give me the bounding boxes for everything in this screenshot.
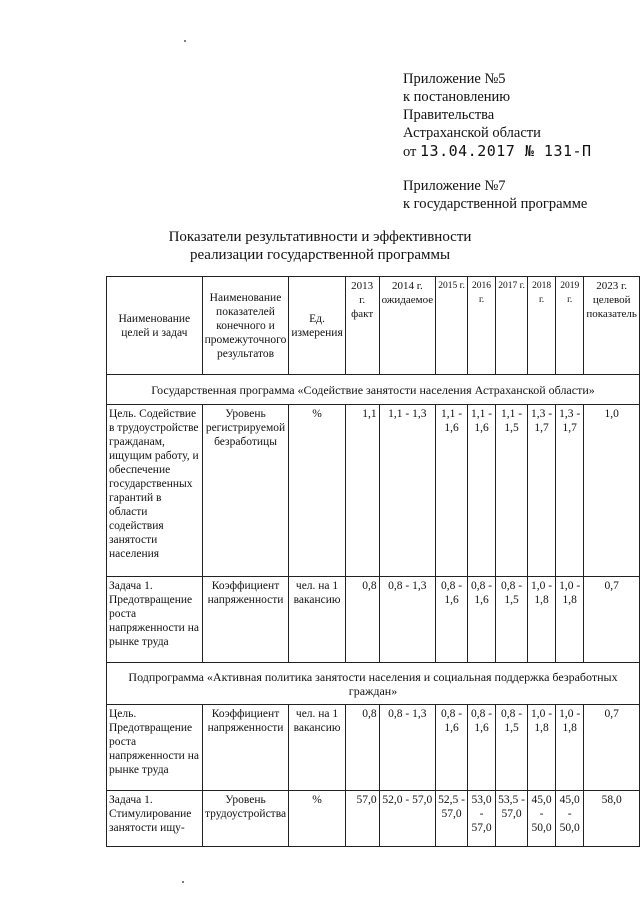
appendix-line: Приложение №7	[403, 178, 506, 194]
appendix-line: Астраханской области	[403, 125, 541, 141]
cell-2015: 0,8 - 1,6	[436, 705, 468, 791]
header-2014: 2014 г. ожидаемое	[379, 277, 436, 375]
section-subprogram: Подпрограмма «Активная политика занятости населения и социальная поддержка безработных граждан»	[107, 663, 640, 705]
appendix-line: Правительства	[403, 107, 495, 123]
header-2019: 2019 г.	[556, 277, 584, 375]
cell-2023: 1,0	[584, 405, 640, 577]
cell-2013: 0,8	[345, 705, 379, 791]
cell-2019: 45,0 - 50,0	[556, 791, 584, 847]
cell-2019: 1,0 - 1,8	[556, 577, 584, 663]
row-unit: %	[289, 791, 345, 847]
scan-speck	[182, 881, 184, 883]
row-indicator: Коэффициент напряженности	[202, 577, 289, 663]
cell-2023: 58,0	[584, 791, 640, 847]
title-line: реализации государственной программы	[189, 247, 451, 263]
header-2018: 2018 г.	[528, 277, 556, 375]
row-indicator: Коэффициент напряженности	[202, 705, 289, 791]
cell-2018: 1,0 - 1,8	[528, 577, 556, 663]
cell-2018: 1,3 - 1,7	[528, 405, 556, 577]
decree-number-stamp: 13.04.2017 № 131-П	[420, 142, 592, 160]
cell-2015: 52,5 - 57,0	[436, 791, 468, 847]
table-row	[107, 705, 640, 791]
document-title	[0, 228, 640, 264]
row-indicator: Уровень трудоустройства	[202, 791, 289, 847]
row-goal-name: Цель. Предотвращение роста напряженности на рынке труда	[107, 705, 203, 791]
section-state-program: Государственная программа «Содействие занятости населения Астраханской области»	[107, 375, 640, 405]
header-goals: Наименование целей и задач	[107, 277, 203, 375]
cell-2018: 1,0 - 1,8	[528, 705, 556, 791]
cell-2017: 0,8 - 1,5	[496, 577, 528, 663]
cell-2023: 0,7	[584, 577, 640, 663]
row-unit: чел. на 1 вакансию	[289, 577, 345, 663]
header-2013: 2013 г. факт	[345, 277, 379, 375]
scan-speck	[184, 40, 186, 42]
header-2015: 2015 г.	[436, 277, 468, 375]
appendix-line: Приложение №5	[403, 71, 506, 87]
appendix-line: к государственной программе	[403, 196, 588, 212]
row-task-name: Задача 1. Предотвращение роста напряженности на рынке труда	[107, 577, 203, 663]
appendix-date-prefix: от	[403, 144, 417, 160]
cell-2017: 53,5 - 57,0	[496, 791, 528, 847]
cell-2013: 1,1	[345, 405, 379, 577]
header-indicators: Наименование показателей конечного и промежуточного результатов	[202, 277, 289, 375]
indicators-table	[106, 276, 640, 847]
header-unit: Ед. измерения	[289, 277, 345, 375]
cell-2013: 57,0	[345, 791, 379, 847]
title-line: Показатели результативности и эффективности	[168, 229, 472, 245]
header-2023: 2023 г. целевой показатель	[584, 277, 640, 375]
cell-2013: 0,8	[345, 577, 379, 663]
row-unit: %	[289, 405, 345, 577]
cell-2019: 1,0 - 1,8	[556, 705, 584, 791]
header-2016: 2016 г.	[467, 277, 495, 375]
cell-2014: 1,1 - 1,3	[379, 405, 436, 577]
row-indicator: Уровень регистрируемой безработицы	[202, 405, 289, 577]
table-row	[107, 791, 640, 847]
cell-2014: 0,8 - 1,3	[379, 577, 436, 663]
header-2017: 2017 г.	[496, 277, 528, 375]
section-row	[107, 663, 640, 705]
table-row	[107, 405, 640, 577]
row-goal-name: Цель. Содействие в трудоустройстве гражданам, ищущим работу, и обеспечение государственных гарантий в области содействия занятости населения	[107, 405, 203, 577]
cell-2017: 1,1 - 1,5	[496, 405, 528, 577]
cell-2017: 0,8 - 1,5	[496, 705, 528, 791]
cell-2016: 0,8 - 1,6	[467, 705, 495, 791]
table-header-row	[107, 277, 640, 375]
section-row	[107, 375, 640, 405]
table-row	[107, 577, 640, 663]
cell-2015: 1,1 - 1,6	[436, 405, 468, 577]
cell-2023: 0,7	[584, 705, 640, 791]
cell-2015: 0,8 - 1,6	[436, 577, 468, 663]
cell-2014: 52,0 - 57,0	[379, 791, 436, 847]
row-unit: чел. на 1 вакансию	[289, 705, 345, 791]
cell-2019: 1,3 - 1,7	[556, 405, 584, 577]
appendix-header	[403, 70, 592, 213]
cell-2014: 0,8 - 1,3	[379, 705, 436, 791]
row-task-name: Задача 1. Стимулирование занятости ищу-	[107, 791, 203, 847]
cell-2016: 53,0 - 57,0	[467, 791, 495, 847]
cell-2016: 0,8 - 1,6	[467, 577, 495, 663]
cell-2016: 1,1 - 1,6	[467, 405, 495, 577]
appendix-date-line	[403, 142, 592, 161]
cell-2018: 45,0 - 50,0	[528, 791, 556, 847]
appendix-line: к постановлению	[403, 89, 511, 105]
